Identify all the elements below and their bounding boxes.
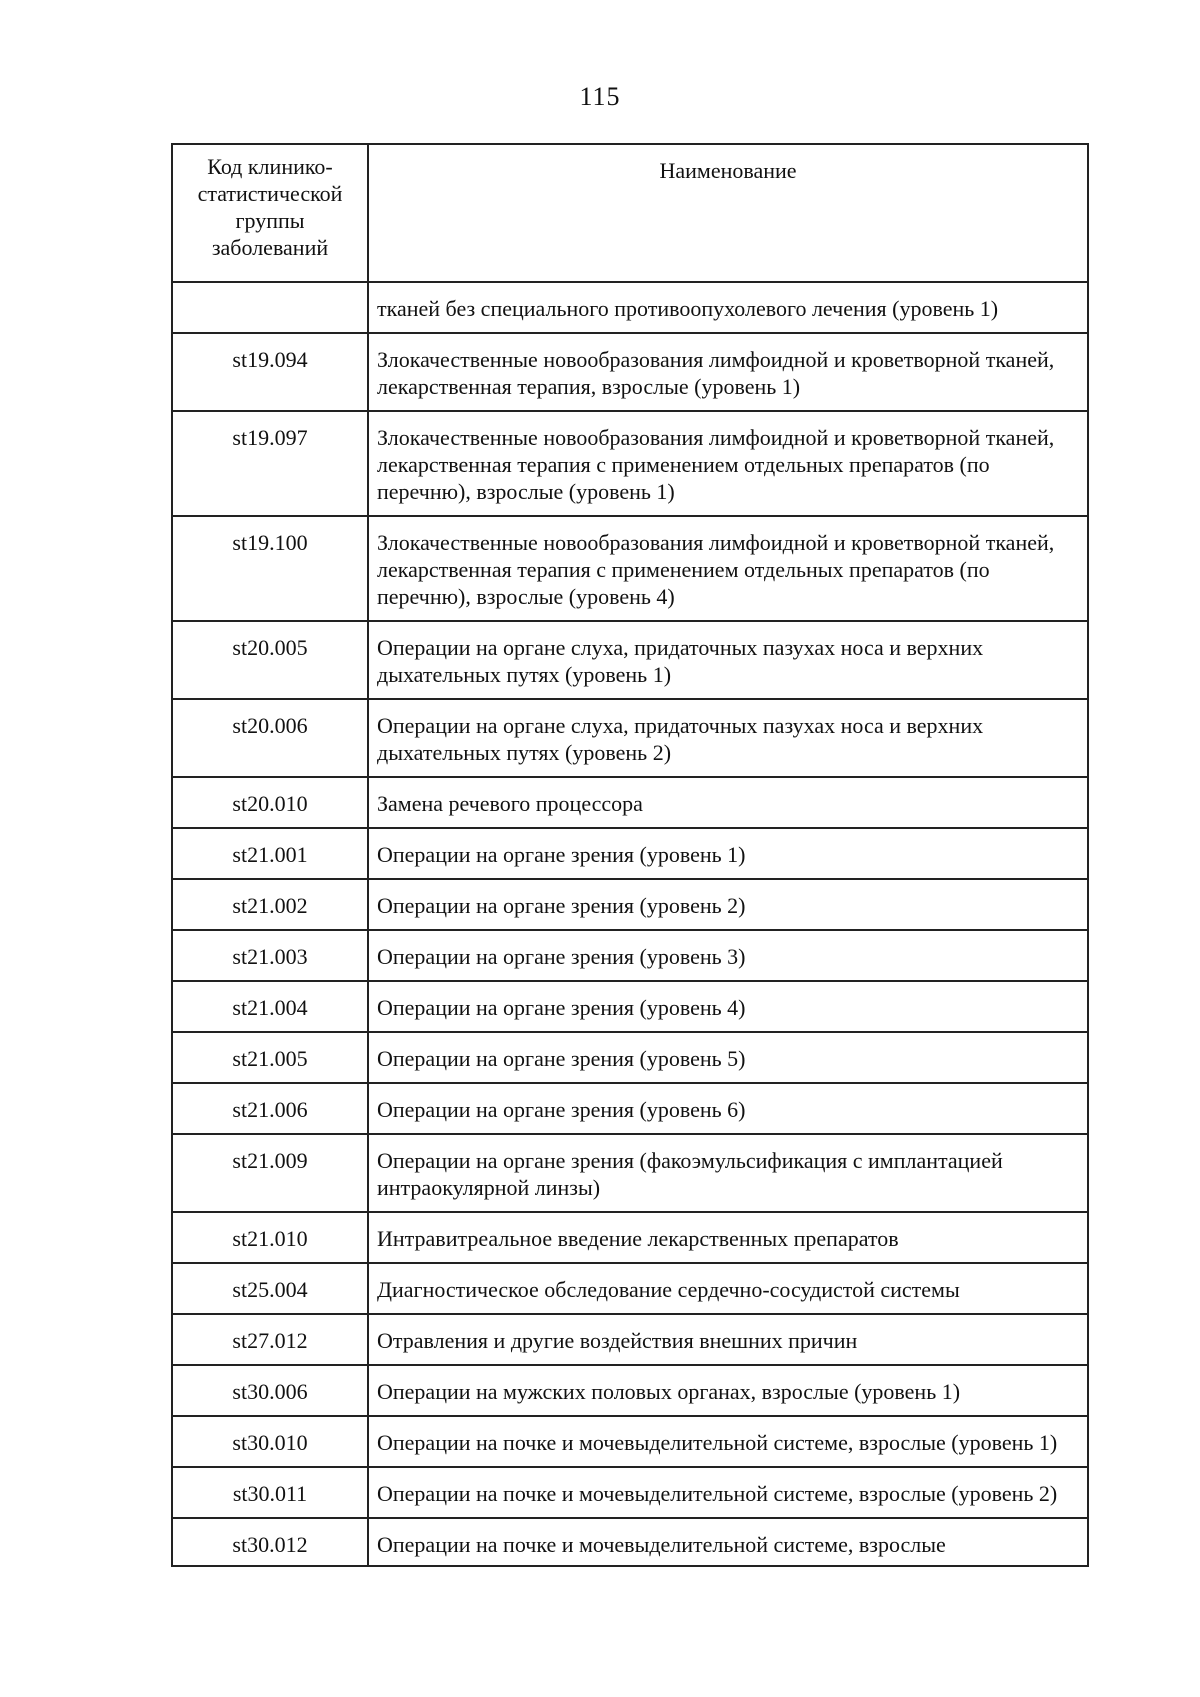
name-cell: тканей без специального противоопухолевого лечения (уровень 1) xyxy=(368,282,1088,333)
code-cell: st21.003 xyxy=(172,930,368,981)
name-cell: Операции на почке и мочевыделительной системе, взрослые (уровень 1) xyxy=(368,1416,1088,1467)
table-row xyxy=(172,1467,1088,1518)
code-cell xyxy=(172,282,368,333)
code-cell: st21.002 xyxy=(172,879,368,930)
code-cell: st21.006 xyxy=(172,1083,368,1134)
name-cell: Диагностическое обследование сердечно-сосудистой системы xyxy=(368,1263,1088,1314)
code-cell: st27.012 xyxy=(172,1314,368,1365)
code-cell: st19.094 xyxy=(172,333,368,411)
name-cell: Операции на почке и мочевыделительной системе, взрослые (уровень 2) xyxy=(368,1467,1088,1518)
name-cell: Злокачественные новообразования лимфоидной и кроветворной тканей, лекарственная терапия с применением отдельных препаратов (по перечню), взрослые (уровень 1) xyxy=(368,411,1088,516)
name-cell: Операции на органе зрения (уровень 4) xyxy=(368,981,1088,1032)
table-row xyxy=(172,516,1088,621)
code-cell: st21.005 xyxy=(172,1032,368,1083)
table-header-row xyxy=(172,144,1088,282)
table-row xyxy=(172,777,1088,828)
code-cell: st30.006 xyxy=(172,1365,368,1416)
table-row xyxy=(172,621,1088,699)
table-row xyxy=(172,1416,1088,1467)
name-cell: Операции на почке и мочевыделительной системе, взрослые xyxy=(368,1518,1088,1566)
table-row xyxy=(172,1314,1088,1365)
name-cell: Операции на органе зрения (уровень 2) xyxy=(368,879,1088,930)
name-column-header: Наименование xyxy=(368,144,1088,282)
table-row xyxy=(172,1032,1088,1083)
code-cell: st30.010 xyxy=(172,1416,368,1467)
code-cell: st21.001 xyxy=(172,828,368,879)
code-cell: st21.009 xyxy=(172,1134,368,1212)
table-row xyxy=(172,1518,1088,1566)
table-row xyxy=(172,1263,1088,1314)
table-row xyxy=(172,333,1088,411)
table-row xyxy=(172,1365,1088,1416)
name-cell: Интравитреальное введение лекарственных препаратов xyxy=(368,1212,1088,1263)
code-cell: st20.005 xyxy=(172,621,368,699)
code-cell: st30.011 xyxy=(172,1467,368,1518)
table-row xyxy=(172,1212,1088,1263)
name-cell: Операции на органе зрения (уровень 1) xyxy=(368,828,1088,879)
table-row xyxy=(172,699,1088,777)
name-cell: Операции на органе слуха, придаточных пазухах носа и верхних дыхательных путях (уровень 1) xyxy=(368,621,1088,699)
name-cell: Операции на органе зрения (факоэмульсификация с имплантацией интраокулярной линзы) xyxy=(368,1134,1088,1212)
table-row xyxy=(172,1134,1088,1212)
name-cell: Замена речевого процессора xyxy=(368,777,1088,828)
code-cell: st25.004 xyxy=(172,1263,368,1314)
code-cell: st19.097 xyxy=(172,411,368,516)
table-row xyxy=(172,1083,1088,1134)
name-cell: Операции на мужских половых органах, взрослые (уровень 1) xyxy=(368,1365,1088,1416)
code-cell: st30.012 xyxy=(172,1518,368,1566)
code-cell: st21.004 xyxy=(172,981,368,1032)
name-cell: Злокачественные новообразования лимфоидной и кроветворной тканей, лекарственная терапия, взрослые (уровень 1) xyxy=(368,333,1088,411)
name-cell: Операции на органе зрения (уровень 3) xyxy=(368,930,1088,981)
table-row xyxy=(172,282,1088,333)
code-column-header: Код клинико-статистической группы заболеваний xyxy=(172,144,368,282)
table-row xyxy=(172,828,1088,879)
code-cell: st21.010 xyxy=(172,1212,368,1263)
code-cell: st20.010 xyxy=(172,777,368,828)
table-row xyxy=(172,411,1088,516)
table-row xyxy=(172,930,1088,981)
name-cell: Операции на органе зрения (уровень 5) xyxy=(368,1032,1088,1083)
code-cell: st20.006 xyxy=(172,699,368,777)
page-number: 115 xyxy=(579,82,621,111)
code-cell: st19.100 xyxy=(172,516,368,621)
kkg-table xyxy=(171,143,1089,1567)
name-cell: Отравления и другие воздействия внешних причин xyxy=(368,1314,1088,1365)
name-cell: Операции на органе слуха, придаточных пазухах носа и верхних дыхательных путях (уровень 2) xyxy=(368,699,1088,777)
table-row xyxy=(172,981,1088,1032)
name-cell: Злокачественные новообразования лимфоидной и кроветворной тканей, лекарственная терапия с применением отдельных препаратов (по перечню), взрослые (уровень 4) xyxy=(368,516,1088,621)
name-cell: Операции на органе зрения (уровень 6) xyxy=(368,1083,1088,1134)
table-row xyxy=(172,879,1088,930)
